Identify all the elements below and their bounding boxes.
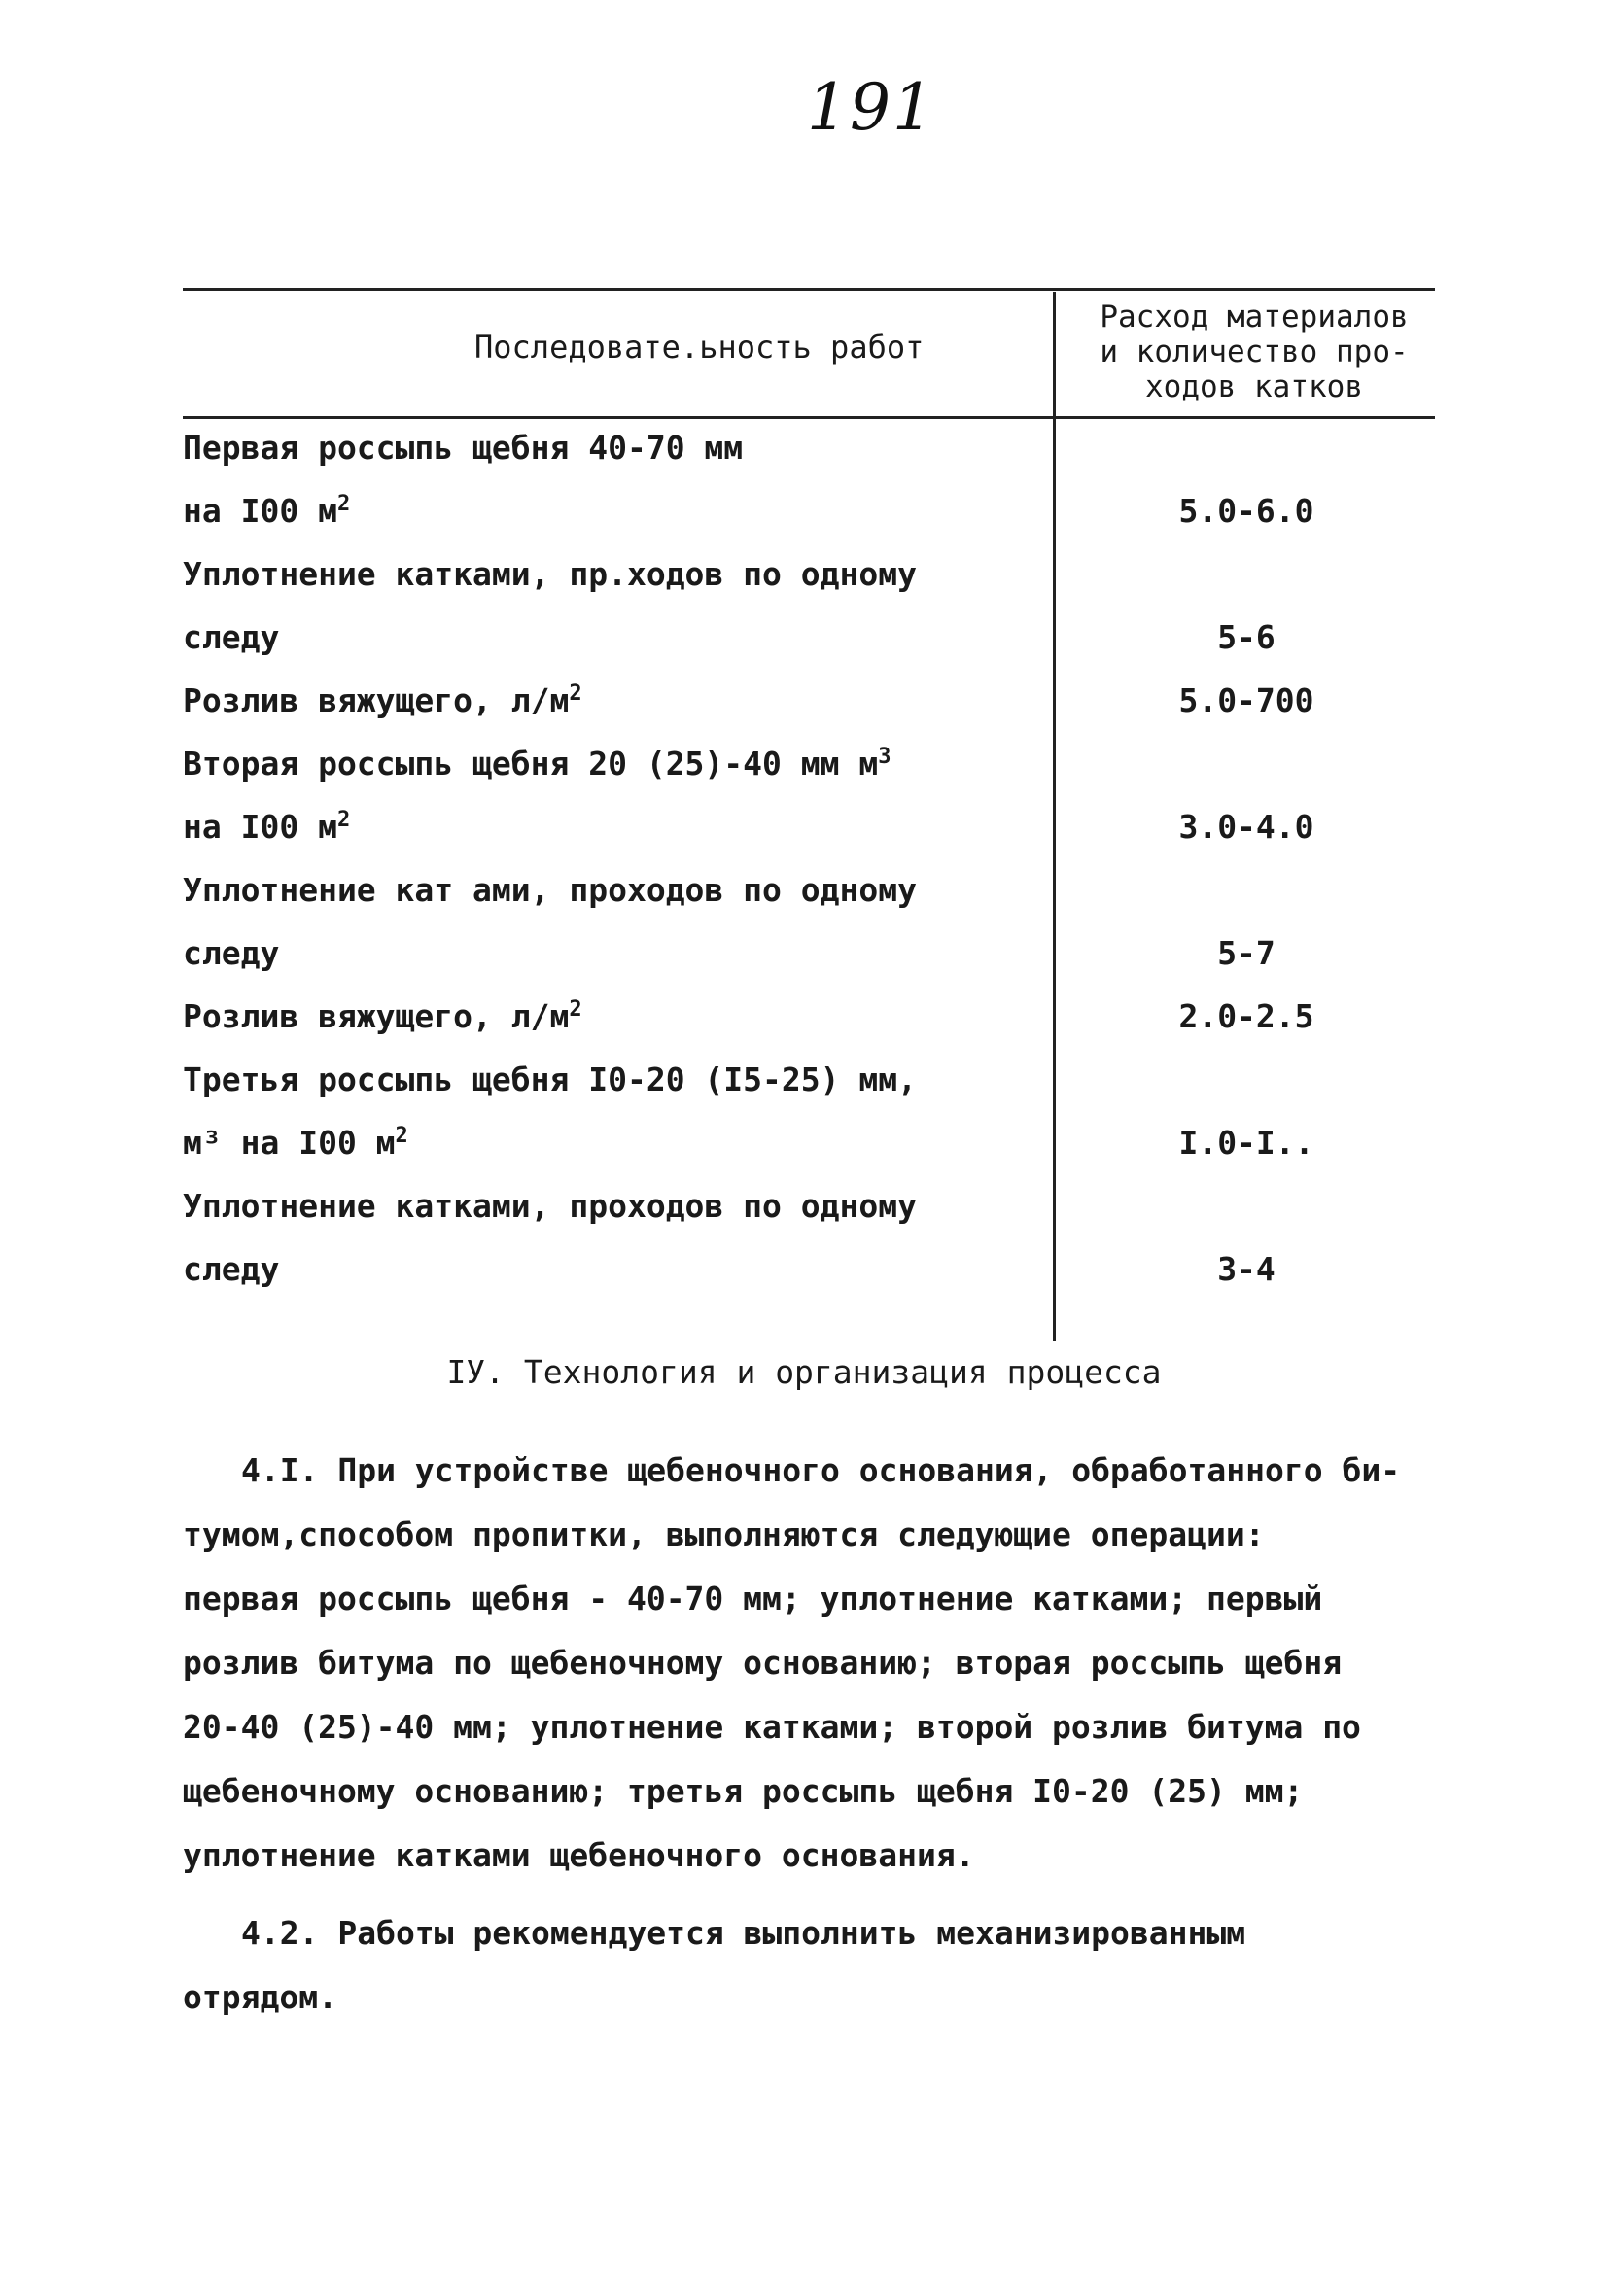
table-row (183, 997, 1435, 1056)
table-row (183, 934, 1435, 992)
page-number: 191 (807, 70, 935, 145)
header-consumption-line: и количество про- (1100, 334, 1409, 369)
table-row (183, 555, 1435, 613)
consumption-value: 5.0-700 (1178, 681, 1314, 719)
consumption-value: 3-4 (1217, 1250, 1276, 1288)
header-consumption-line: ходов катков (1145, 369, 1363, 404)
paragraph-line: 4.2. Работы рекомендуется выполнить механизированным (241, 1914, 1246, 1952)
header-operations: Последовате.ьность работ (474, 329, 925, 365)
operation-text: следу (183, 618, 280, 656)
table-row (183, 492, 1435, 550)
consumption-value: 2.0-2.5 (1178, 997, 1314, 1035)
operation-text: м³ на I00 $м^2$ (183, 1124, 408, 1162)
table-row (183, 681, 1435, 740)
operation-text: Розлив вяжущего, $л/м^2$ (183, 681, 582, 719)
paragraph-line: 20-40 (25)-40 мм; уплотнение катками; второй розлив битума по (183, 1708, 1361, 1746)
operation-text: следу (183, 1250, 280, 1288)
table-row (183, 1124, 1435, 1182)
table-top-rule (183, 288, 1435, 291)
consumption-value: 5-7 (1217, 934, 1276, 972)
operation-text: Первая россыпь щебня 40-70 мм (183, 429, 744, 467)
paragraph-line: щебеночному основанию; третья россыпь щебня I0-20 (25) мм; (183, 1772, 1304, 1810)
header-consumption-line: Расход материалов (1100, 299, 1409, 334)
operation-text: Третья россыпь щебня I0-20 (I5-25) мм, (183, 1061, 917, 1098)
operation-text: Розлив вяжущего, $л/м^2$ (183, 997, 582, 1035)
operation-text: на I00 $м^2$ (183, 808, 351, 846)
paragraph-line: уплотнение катками щебеночного основания. (183, 1836, 975, 1874)
operation-text: Вторая россыпь щебня 20 (25)-40 мм $м^3$ (183, 745, 891, 783)
table-row (183, 1250, 1435, 1308)
table-row (183, 1187, 1435, 1245)
paragraph-line: 4.I. При устройстве щебеночного основания, обработанного би- (241, 1451, 1401, 1489)
header-consumption (1079, 299, 1429, 404)
operation-text: Уплотнение катками, пр.ходов по одному (183, 555, 917, 593)
operation-text: Уплотнение кат ами, проходов по одному (183, 871, 917, 909)
table-row (183, 618, 1435, 677)
consumption-value: I.0-I.. (1178, 1124, 1314, 1162)
consumption-value: 3.0-4.0 (1178, 808, 1314, 846)
operation-text: на I00 $м^2$ (183, 492, 351, 530)
table-row (183, 808, 1435, 866)
operation-text: следу (183, 934, 280, 972)
table-row (183, 745, 1435, 803)
paragraph-line: отрядом. (183, 1978, 337, 2016)
paragraph-line: первая россыпь щебня - 40-70 мм; уплотнение катками; первый (183, 1580, 1323, 1618)
consumption-value: 5.0-6.0 (1178, 492, 1314, 530)
operation-text: Уплотнение катками, проходов по одному (183, 1187, 917, 1225)
paragraph-line: розлив битума по щебеночному основанию; вторая россыпь щебня (183, 1644, 1343, 1682)
paragraph-4-2 (183, 1901, 1437, 2030)
consumption-value: 5-6 (1217, 618, 1276, 656)
section-title: IУ. Технология и организация процесса (446, 1353, 1162, 1391)
table-row (183, 871, 1435, 929)
paragraph-line: тумом,способом пропитки, выполняются следующие операции: (183, 1515, 1265, 1553)
table-header-rule (183, 416, 1435, 419)
table-row (183, 429, 1435, 487)
table-row (183, 1061, 1435, 1119)
paragraph-4-1 (183, 1439, 1437, 1888)
